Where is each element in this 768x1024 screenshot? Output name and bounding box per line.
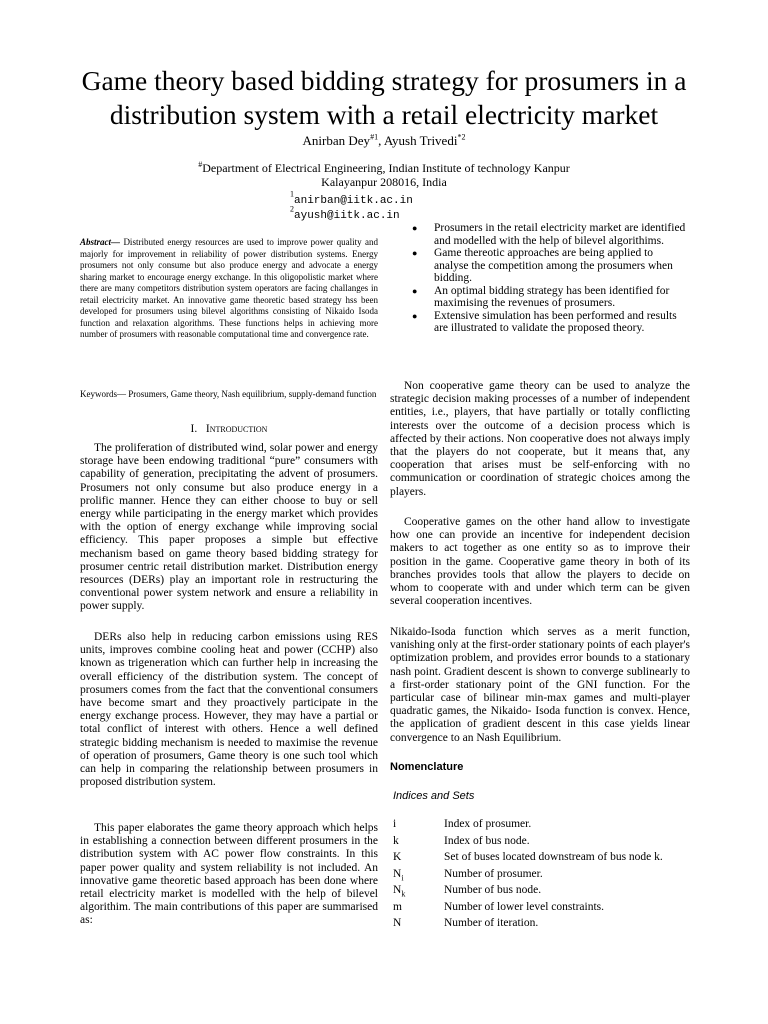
keywords-text: Prosumers, Game theory, Nash equilibrium, supply-demand function — [126, 389, 377, 399]
intro-paragraph-3: This paper elaborates the game theory approach which helps in establishing a connection between different prosumers in the distribution system with AC power flow constraints. In this paper power quality and system reliability is not included. An innovative game theoretic based approach has been done where retail electricity market is modelled with the help of bilevel algorithim. The main contributions of this paper are summarised as: — [80, 822, 378, 927]
affiliation-department: Department of Electrical Engineering, Indian Institute of technology Kanpur — [202, 161, 570, 175]
nomenclature-symbol: N — [393, 917, 402, 929]
abstract — [80, 237, 378, 341]
affiliation-line-1 — [0, 161, 768, 175]
nomenclature-description: Index of prosumer. — [444, 818, 532, 830]
right-paragraph-noncooperative: Non cooperative game theory can be used to analyze the strategic decision making processes of a number of independent entities, i.e., players, that have partially or totally conflicting interests over the outcome of a decision process which is affected by their actions. Non cooperative does not always imply that the players do not cooperate, but it means that, any cooperation that arises must be self-enforcing with no communication or coordination of strategic choices among the players. — [390, 380, 690, 498]
bullet-icon: ● — [412, 223, 418, 233]
contribution-item: ● Game thereotic approaches are being applied to analyse the competition among the prosumers when bidding. — [412, 247, 673, 284]
nomenclature-row — [393, 884, 663, 901]
author-1-name: Anirban Dey — [302, 133, 371, 148]
bullet-icon: ● — [412, 310, 418, 321]
intro-paragraph-2: DERs also help in reducing carbon emissions using RES units, improves combine cooling heat and power (CCHP) also known as trigeneration which can further help in increasing the overall efficiency of the distribution system. The concept of prosumers comes from the fact that the conventional consumers have become smart and they proactively participate in the energy exchange process. However, they may have a partial or total conflict of interest with others. Hence a well defined strategic bidding mechanism is needed to maximise the revenue of operation of prosumers, Game theory is one such tool which can help in comparing the relationship between prosumers in proposed distribution system. — [80, 631, 378, 789]
nomenclature-row — [393, 868, 663, 885]
contribution-item: ● Extensive simulation has been performed and results are illustrated to validate the proposed theory. — [412, 309, 677, 334]
nomenclature-row — [393, 818, 663, 835]
author-separator: , — [378, 133, 384, 148]
nomenclature-row — [393, 851, 663, 868]
affiliation-line-2: Kalayanpur 208016, India — [321, 175, 447, 189]
nomenclature-symbol: $N_i$ — [393, 867, 404, 882]
nomenclature-symbol: k — [393, 834, 399, 847]
bullet-icon: ● — [412, 285, 418, 296]
abstract-label: Abstract— — [80, 237, 121, 247]
bullet-icon: ● — [412, 248, 418, 258]
nomenclature-row — [393, 901, 663, 918]
indices-and-sets-heading: Indices and Sets — [393, 790, 475, 802]
email-1-mark: 1 — [290, 189, 294, 199]
author-2-mark: *2 — [457, 132, 466, 142]
section-number: I. — [190, 423, 198, 435]
nomenclature-description: Number of lower level constraints. — [444, 900, 604, 913]
contribution-item: ● An optimal bidding strategy has been identified for maximising the revenues of prosumers. — [412, 284, 670, 309]
nomenclature-list — [393, 818, 663, 934]
nomenclature-description: Set of buses located downstream of bus node k. — [444, 851, 663, 863]
section-title: Introduction — [205, 423, 268, 435]
email-1-address[interactable]: anirban@iitk.ac.in — [294, 195, 413, 207]
right-paragraph-cooperative: Cooperative games on the other hand allow to investigate how one can provide an incentive for independent decision makers to act together as one entity so as to improve their position in the game. Cooperative game theory in both of its branches provides tools that allow the players to decide on whom to cooperate with and under which term can be given several cooperation incentives. — [390, 516, 690, 608]
nomenclature-description: Number of bus node. — [444, 884, 542, 896]
nomenclature-description: Index of bus node. — [444, 834, 530, 847]
author-1-mark: #1 — [370, 132, 379, 142]
right-paragraph-nikaido-isoda: Nikaido-Isoda function which serves as a merit function, vanishing only at the first-order stationary points of each player's optimization problem, and provides error bounds to a stationary nash point. Gradient descent is shown to converge sublinearly to a first-order stationary point of the GNI function. For the particular case of bilinear min-max games and multi-player quadratic games, the Nikaido- Isoda function is convex. Hence, the application of gradient descent in this case yields linear convergence to an Nash Equilibrium. — [390, 626, 690, 744]
nomenclature-heading: Nomenclature — [390, 761, 464, 773]
nomenclature-symbol: K — [393, 851, 402, 863]
nomenclature-description: Number of iteration. — [444, 917, 539, 929]
author-line — [0, 133, 768, 149]
nomenclature-row — [393, 835, 663, 852]
keywords-label: Keywords— — [80, 389, 126, 399]
paper-title: Game theory based bidding strategy for prosumers in a distribution system with a retail electricity market — [81, 65, 687, 130]
affiliation-mark: # — [198, 160, 203, 169]
nomenclature-row — [393, 917, 663, 934]
contribution-list — [406, 222, 690, 335]
nomenclature-description: Number of prosumer. — [444, 867, 543, 880]
nomenclature-symbol: i — [393, 818, 397, 830]
keywords — [80, 389, 378, 401]
email-2 — [290, 205, 400, 223]
abstract-text: Distributed energy resources are used to improve power quality and majorly for improvement in reliability of power distribution systems. Energy prosumers not only consume but also produce energy and advocate a energy sharing market to encourage energy exchange. In this oligopolistic market where there are many competitors distribution system operators are facing challanges in retail electricity market. An innovative game theoretic based strategy hss been developed for prosumers using bilevel algorithms consisting of Nikaido Isoda function and relaxation algorithms. These functions helps in achieving more number of prosumers with reasonable computational time and convergence rate. — [80, 237, 378, 339]
section-heading-introduction — [80, 423, 378, 435]
nomenclature-symbol: $N_k$ — [393, 884, 406, 899]
intro-paragraph-1: The proliferation of distributed wind, solar power and energy storage have been endowing traditional “pure” consumers with capability of generation, precipitating the advent of prosumers. Prosumers not only consume but also produce energy in a prolific manner. Hence they can either choose to buy or sell energy while participating in the energy market which provides with the option of energy exchange while improving social efficiency. This paper proposes a simple but effective mechanism based on game theory based bidding strategy for prosumer centric retail distribution market. Distribution energy resources (DERs) play an important role in restructuring the conventional power system network and ensure a reliability in power supply. — [80, 442, 378, 613]
author-2-name: Ayush Trivedi — [383, 133, 458, 148]
email-2-address[interactable]: ayush@iitk.ac.in — [294, 210, 400, 222]
contribution-item: ● Prosumers in the retail electricity market are identified and modelled with the help of bilevel algorithims. — [412, 222, 686, 247]
affiliation — [0, 161, 768, 189]
nomenclature-symbol: m — [393, 900, 402, 913]
email-2-mark: 2 — [290, 204, 294, 214]
